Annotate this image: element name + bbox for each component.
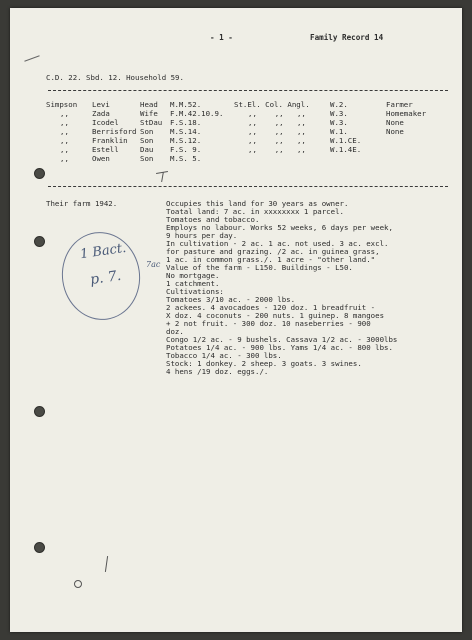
pencil-mark	[74, 580, 82, 588]
farm-line: Toatal land: 7 ac. in xxxxxxxx 1 parcel.	[166, 207, 344, 216]
member-surname: Simpson	[46, 100, 78, 109]
member-name: Franklin	[92, 136, 128, 145]
pencil-mark	[161, 172, 164, 182]
punch-hole	[34, 168, 45, 179]
member-surname: ,,	[60, 127, 69, 136]
member-surname: ,,	[60, 136, 69, 145]
member-code: W.1.4E.	[330, 145, 362, 154]
punch-hole	[34, 236, 45, 247]
member-extra: ,, ,, ,,	[248, 136, 306, 145]
pencil-mark	[24, 55, 39, 61]
farm-line: No mortgage.	[166, 271, 220, 280]
member-status: M.S.14.	[170, 127, 202, 136]
punch-hole	[34, 406, 45, 417]
member-name: Estell	[92, 145, 119, 154]
farm-line: Tomatoes and tobacco.	[166, 215, 260, 224]
farm-label: Their farm 1942.	[46, 199, 118, 208]
member-occupation: Homemaker	[386, 109, 427, 118]
member-relation: Dau	[140, 145, 154, 154]
member-relation: Head	[140, 100, 158, 109]
dashed-rule	[48, 186, 448, 187]
member-name: Levi	[92, 100, 110, 109]
member-status: F.M.42.10.9.	[170, 109, 224, 118]
punch-hole	[34, 542, 45, 553]
member-surname: ,,	[60, 145, 69, 154]
record-title: Family Record 14	[310, 33, 384, 42]
handwritten-note: 1 Bact.	[79, 240, 128, 263]
farm-line: In cultivation - 2 ac. 1 ac. not used. 3 ac. excl.	[166, 239, 389, 248]
member-status: F.S. 9.	[170, 145, 202, 154]
farm-line: Congo 1/2 ac. - 9 bushels. Cassava 1/2 ac. - 3000lbs	[166, 335, 398, 344]
member-status: F.S.18.	[170, 118, 202, 127]
handwritten-note: p. 7.	[89, 267, 123, 289]
member-name: Berrisford	[92, 127, 137, 136]
member-status: M.S.12.	[170, 136, 202, 145]
farm-line: 1 ac. in common grass./. 1 acre - "other land."	[166, 255, 376, 264]
farm-line: for pasture and grazing. /2 ac. in guinea grass,	[166, 247, 380, 256]
farm-line: Potatoes 1/4 ac. - 900 lbs. Yams 1/4 ac. - 800 lbs.	[166, 343, 393, 352]
member-extra: St.El. Col. Angl.	[234, 100, 310, 109]
member-surname: ,,	[60, 109, 69, 118]
farm-line: Tobacco 1/4 ac. - 300 lbs.	[166, 351, 282, 360]
member-name: Icodel	[92, 118, 119, 127]
member-occupation: None	[386, 118, 404, 127]
farm-line: X doz. 4 coconuts - 200 nuts. 1 guinep. 8 mangoes	[166, 311, 385, 320]
member-code: W.2.	[330, 100, 348, 109]
member-code: W.3.	[330, 118, 348, 127]
member-extra: ,, ,, ,,	[248, 118, 306, 127]
member-name: Owen	[92, 154, 110, 163]
dashed-rule	[48, 90, 448, 91]
farm-line: 2 ackees. 4 avocadoes - 120 doz. 1 breadfruit -	[166, 303, 376, 312]
farm-line: Value of the farm - L150. Buildings - L50.	[166, 263, 353, 272]
member-relation: Son	[140, 127, 154, 136]
member-extra: ,, ,, ,,	[248, 127, 306, 136]
member-status: M.S. 5.	[170, 154, 202, 163]
member-extra: ,, ,, ,,	[248, 109, 306, 118]
member-occupation: None	[386, 127, 404, 136]
farm-line: Employs no labour. Works 52 weeks, 6 days per week,	[166, 223, 393, 232]
member-status: M.M.52.	[170, 100, 202, 109]
member-surname: ,,	[60, 118, 69, 127]
farm-line: Tomatoes 3/10 ac. - 2000 lbs.	[166, 295, 296, 304]
farm-line: Stock: 1 donkey. 2 sheep. 3 goats. 3 swines.	[166, 359, 362, 368]
member-relation: Wife	[140, 109, 158, 118]
margin-note: 7ac	[146, 260, 161, 269]
household-location: C.D. 22. Sbd. 12. Household 59.	[46, 73, 184, 82]
member-relation: StDau	[140, 118, 163, 127]
member-code: W.3.	[330, 109, 348, 118]
member-extra: ,, ,, ,,	[248, 145, 306, 154]
member-relation: Son	[140, 136, 154, 145]
member-code: W.1.	[330, 127, 348, 136]
farm-line: 1 catchment.	[166, 279, 220, 288]
member-name: Zada	[92, 109, 110, 118]
farm-line: 4 hens /19 doz. eggs./.	[166, 367, 269, 376]
farm-line: doz.	[166, 327, 184, 336]
page-number: - 1 -	[210, 33, 233, 42]
member-occupation: Farmer	[386, 100, 413, 109]
member-surname: ,,	[60, 154, 69, 163]
pencil-mark	[105, 556, 108, 572]
farm-line: Occupies this land for 30 years as owner.	[166, 199, 349, 208]
farm-line: + 2 not fruit. - 300 doz. 10 naseberries - 900	[166, 319, 371, 328]
member-code: W.1.CE.	[330, 136, 362, 145]
document-page	[10, 8, 462, 632]
farm-line: 9 hours per day.	[166, 231, 238, 240]
member-relation: Son	[140, 154, 154, 163]
farm-line: Cultivations:	[166, 287, 224, 296]
